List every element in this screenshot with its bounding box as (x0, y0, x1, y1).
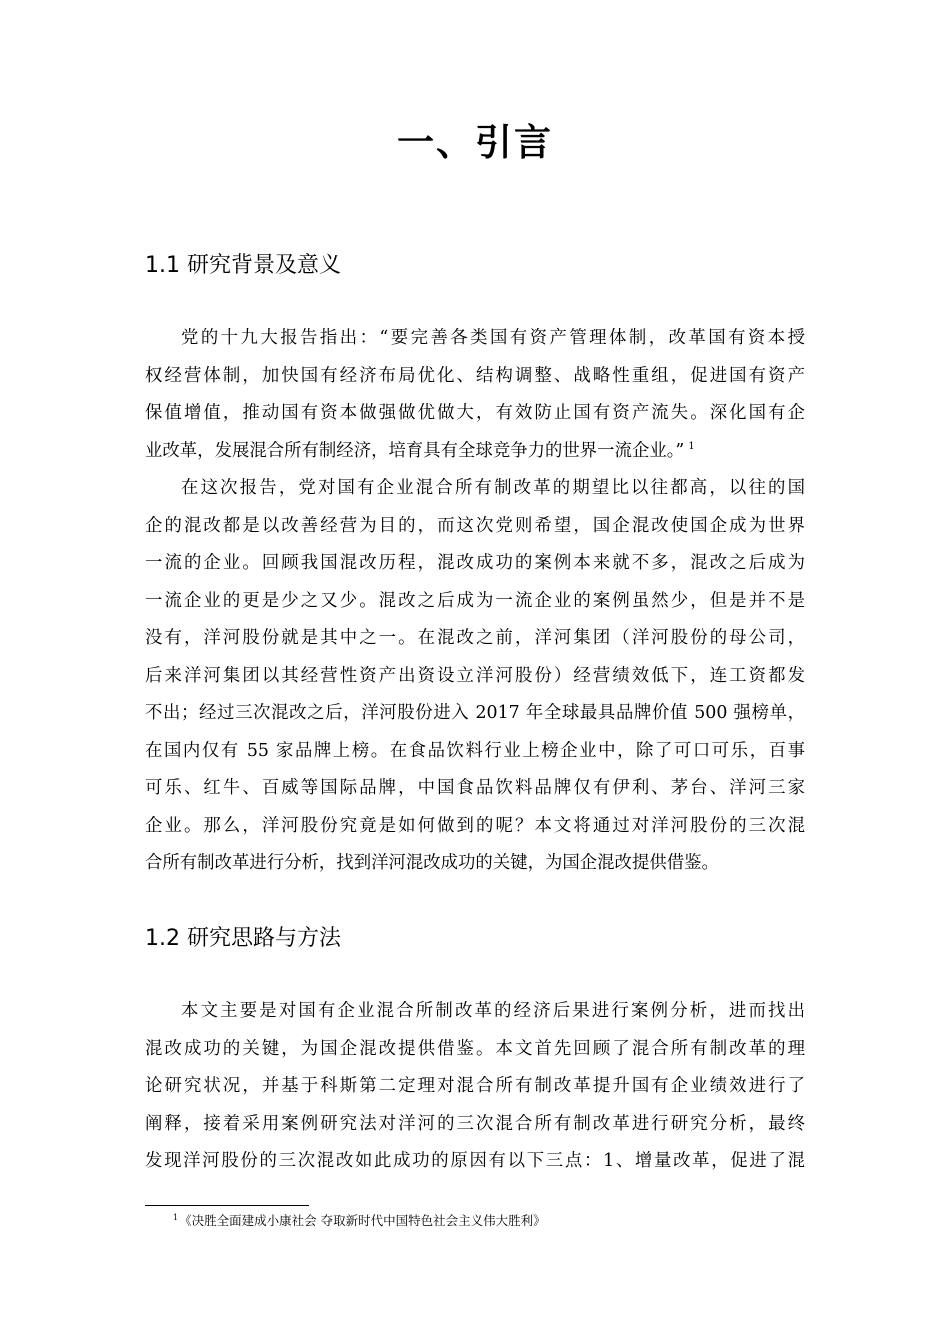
paragraph-line: 可乐、红牛、百威等国际品牌，中国食品饮料品牌仅有伊利、茅台、洋河三家 (145, 778, 805, 798)
paragraph-line: 没有，洋河股份就是其中之一。在混改之前，洋河集团（洋河股份的母公司， (145, 628, 805, 648)
paragraph-line: 企业。那么，洋河股份究竟是如何做到的呢？本文将通过对洋河股份的三次混 (145, 815, 805, 836)
paragraph-line: 业改革，发展混合所有制经济，培育具有全球竞争力的世界一流企业。” $^1$ (145, 440, 695, 461)
footnote (173, 1211, 546, 1229)
paragraph-line: 合所有制改革进行分析，找到洋河混改成功的关键，为国企混改提供借鉴。 (145, 853, 719, 873)
paragraph-line: 在这次报告，党对国有企业混合所有制改革的期望比以往都高，以往的国 (181, 478, 805, 498)
paragraph-line: 在国内仅有 55 家品牌上榜。在食品饮料行业上榜企业中，除了可口可乐，百事 (145, 740, 805, 761)
paragraph-line: 后来洋河集团以其经营性资产出资设立洋河股份）经营绩效低下，连工资都发 (145, 665, 805, 686)
paragraph-line: 发现洋河股份的三次混改如此成功的原因有以下三点：1、增量改革，促进了混 (145, 1151, 805, 1171)
paragraph-line: 本文主要是对国有企业混合所制改革的经济后果进行案例分析，进而找出 (181, 1001, 805, 1021)
section-1-1-body (145, 320, 805, 883)
paragraph-line: 不出；经过三次混改之后，洋河股份进入 2017 年全球最具品牌价值 500 强榜单， (145, 703, 805, 723)
paragraph-line: 一流的企业。回顾我国混改历程，混改成功的案例本来就不多，混改之后成为 (145, 553, 805, 573)
section-heading-1-1: 1.1 研究背景及意义 (145, 253, 341, 278)
section-heading-1-2: 1.2 研究思路与方法 (145, 926, 341, 951)
paragraph-line: 混改成功的关键，为国企混改提供借鉴。本文首先回顾了混合所有制改革的理 (145, 1038, 805, 1059)
paragraph-line: 权经营体制，加快国有经济布局优化、结构调整、战略性重组，促进国有资产 (145, 365, 805, 386)
footnote-marker: 1 (173, 1213, 179, 1222)
chapter-title: 一、引言 (397, 121, 553, 164)
section-1-2-body (145, 993, 805, 1181)
paragraph-line: 阐释，接着采用案例研究法对洋河的三次混合所有制改革进行研究分析，最终 (145, 1113, 805, 1134)
paragraph-line: 论研究状况，并基于科斯第二定理对混合所有制改革提升国有企业绩效进行了 (145, 1076, 805, 1096)
footnote-text: 《决胜全面建成小康社会 夺取新时代中国特色社会主义伟大胜利》 (179, 1213, 546, 1228)
paragraph-line: 企的混改都是以改善经营为目的，而这次党则希望，国企混改使国企成为世界 (145, 515, 805, 536)
footnote-reference: 1 (688, 440, 695, 452)
paragraph-line: 党的十九大报告指出：“要完善各类国有资产管理体制，改革国有资本授 (181, 328, 805, 348)
footnote-separator (145, 1205, 309, 1206)
paragraph-line: 保值增值，推动国有资本做强做优做大，有效防止国有资产流失。深化国有企 (145, 403, 805, 423)
paragraph-line: 一流企业的更是少之又少。混改之后成为一流企业的案例虽然少，但是并不是 (145, 590, 805, 611)
